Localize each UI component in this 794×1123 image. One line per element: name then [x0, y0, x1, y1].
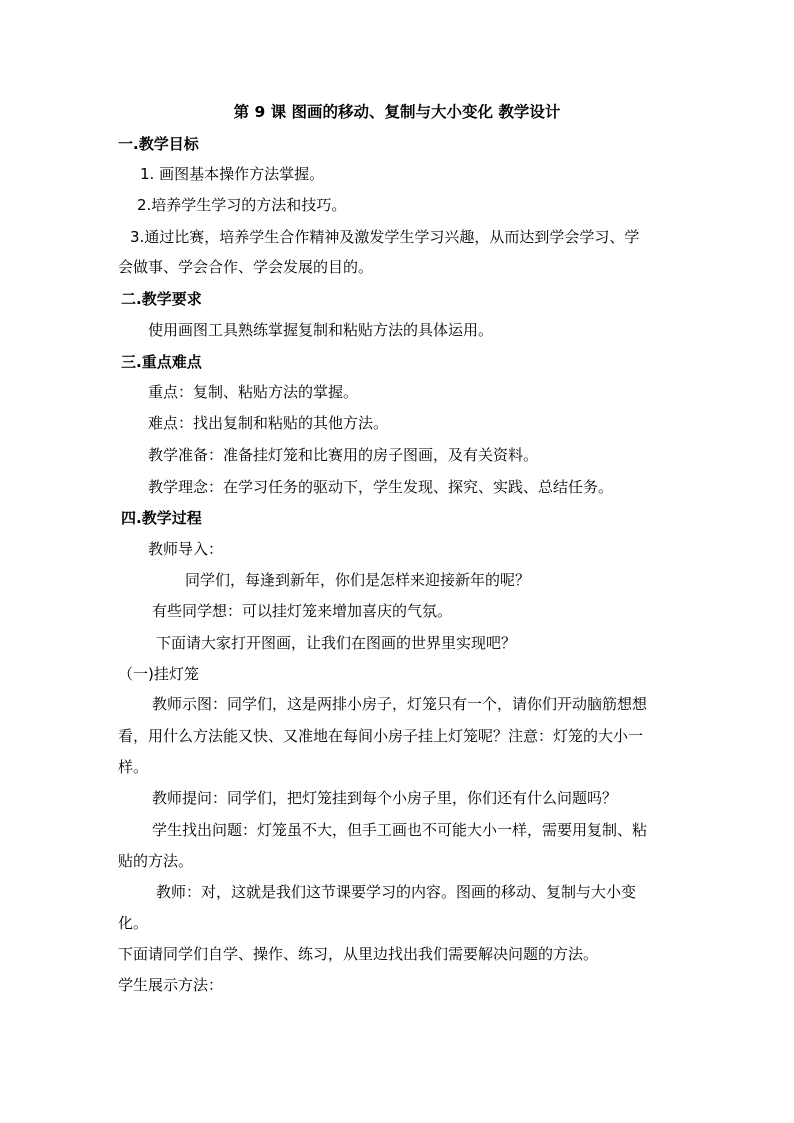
section-heading-objectives: 一.教学目标 [118, 135, 199, 153]
paragraph-line: 教师示图：同学们，这是两排小房子，灯笼只有一个，请你们开动脑筋想想 [152, 695, 648, 713]
paragraph-line: 使用画图工具熟练掌握复制和粘贴方法的具体运用。 [148, 321, 494, 339]
paragraph-line: 教学准备：准备挂灯笼和比赛用的房子图画，及有关资料。 [148, 446, 539, 464]
section-heading-requirements: 二.教学要求 [121, 290, 202, 308]
paragraph-line: 学生展示方法： [118, 976, 224, 994]
paragraph-line: 教师：对，这就是我们这节课要学习的内容。图画的移动、复制与大小变 [156, 883, 637, 901]
paragraph-line: 看，用什么方法能又快、又准地在每间小房子挂上灯笼呢？注意：灯笼的大小一 [118, 727, 644, 745]
paragraph-line: 学生找出问题：灯笼虽不大，但手工画也不可能大小一样，需要用复制、粘 [152, 821, 648, 839]
paragraph-line: 3.通过比赛，培养学生合作精神及激发学生学习兴趣，从而达到学会学习、学 [130, 228, 640, 246]
paragraph-line: 教师提问：同学们，把灯笼挂到每个小房子里，你们还有什么问题吗？ [152, 789, 618, 807]
paragraph-line: 1. 画图基本操作方法掌握。 [140, 165, 325, 183]
paragraph-line: 重点：复制、粘贴方法的掌握。 [148, 383, 359, 401]
paragraph-line: 2.培养学生学习的方法和技巧。 [137, 196, 347, 214]
paragraph-line: 有些同学想：可以挂灯笼来增加喜庆的气氛。 [152, 602, 453, 620]
paragraph-line: 下面请同学们自学、操作、练习，从里边找出我们需要解决问题的方法。 [118, 945, 599, 963]
paragraph-line: 样。 [118, 758, 149, 776]
paragraph-line: 化。 [118, 914, 149, 932]
section-heading-key-points: 三.重点难点 [121, 353, 202, 371]
paragraph-line: 会做事、学会合作、学会发展的目的。 [118, 258, 374, 276]
paragraph-line: 教师导入： [148, 540, 224, 558]
paragraph-line: 难点：找出复制和粘贴的其他方法。 [148, 414, 389, 432]
paragraph-line: 教学理念：在学习任务的驱动下，学生发现、探究、实践、总结任务。 [148, 478, 614, 496]
paragraph-line: 下面请大家打开图画，让我们在图画的世界里实现吧？ [156, 634, 517, 652]
section-heading-process: 四.教学过程 [121, 509, 202, 527]
paragraph-line: 同学们，每逢到新年，你们是怎样来迎接新年的呢？ [185, 571, 531, 589]
paragraph-line: 贴的方法。 [118, 852, 194, 870]
subsection-heading: （一)挂灯笼 [118, 665, 199, 683]
document-title: 第 9 课 图画的移动、复制与大小变化 教学设计 [233, 103, 561, 121]
